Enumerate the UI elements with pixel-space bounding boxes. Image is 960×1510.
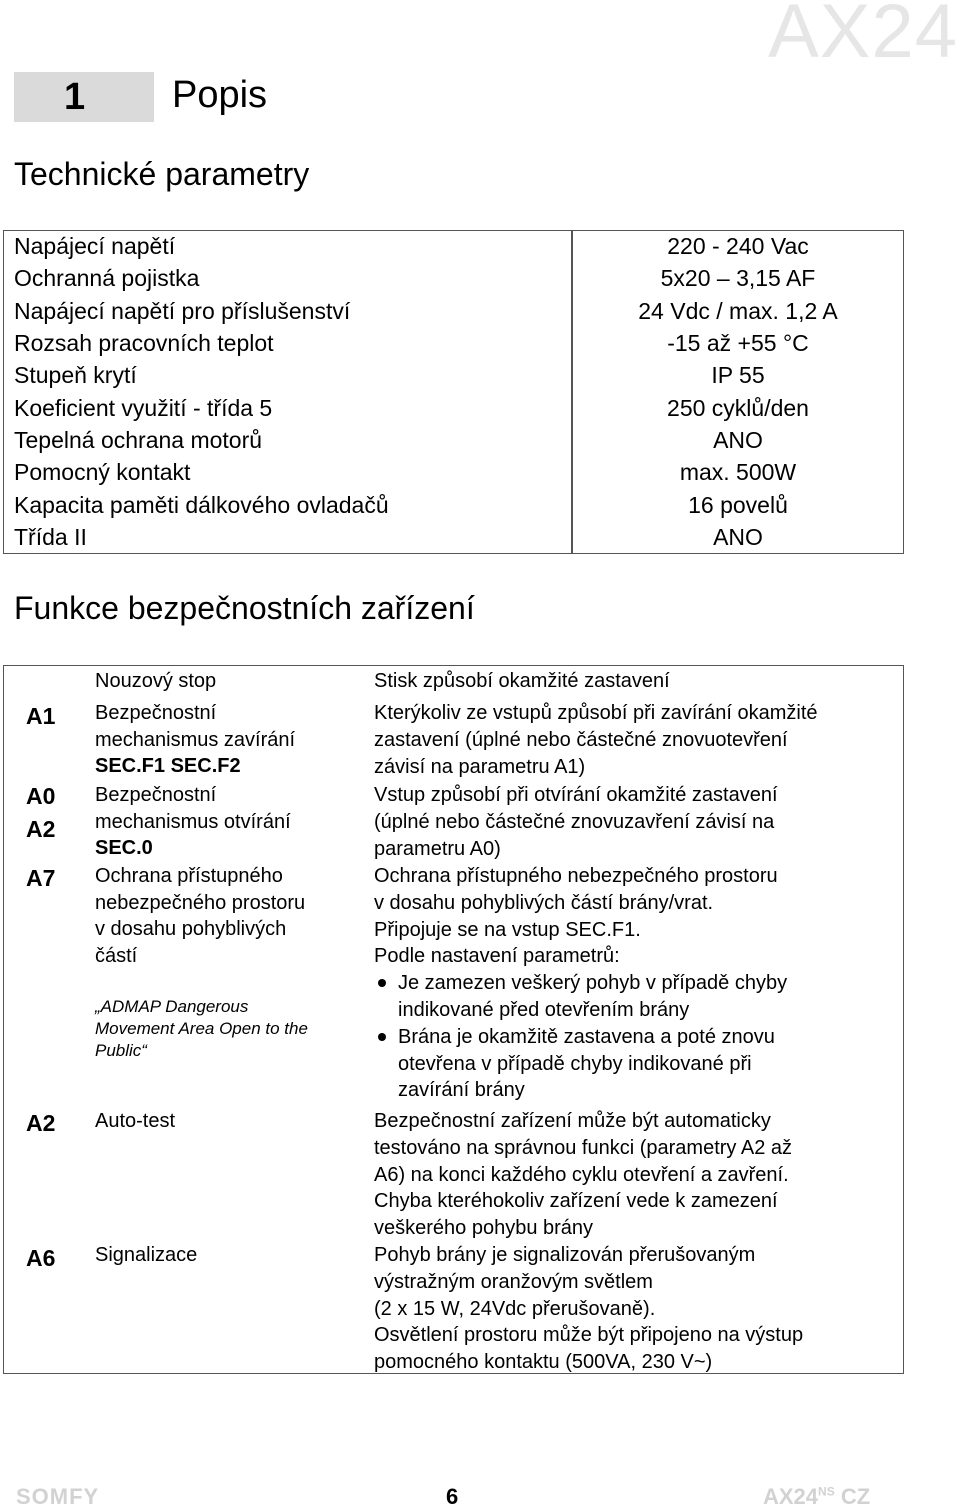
param-label: Rozsah pracovních teplot <box>14 330 274 357</box>
section-number: 1 <box>64 76 86 118</box>
safety-desc-opening: Vstup způsobí při otvírání okamžité zastavení (úplné nebo částečné znovuzavření závisí na parametru A0) <box>374 784 778 860</box>
param-code-a1: A1 <box>26 703 56 729</box>
safety-name-admap: Ochrana přístupného nebezpečného prostoru v dosahu pohyblivých částí <box>95 865 306 967</box>
param-value: 5x20 – 3,15 AF <box>660 265 816 292</box>
param-value: -15 až +55 °C <box>667 330 809 357</box>
tech-table-border <box>3 230 904 554</box>
param-label: Napájecí napětí <box>14 233 176 260</box>
param-value: 16 povelů <box>688 491 788 518</box>
param-label: Tepelná ochrana motorů <box>14 426 263 453</box>
bullet-icon <box>378 979 386 987</box>
section-title: Popis <box>172 74 268 116</box>
footer-brand: SOMFY <box>16 1484 100 1509</box>
safety-name-stop: Nouzový stop <box>95 670 217 692</box>
safety-heading: Funkce bezpečnostních zařízení <box>14 590 475 626</box>
param-value: ANO <box>713 523 763 550</box>
list-item: Brána je okamžitě zastavena a poté znovu otevřena v případě chyby indikované při zavírání brány <box>374 1024 899 1104</box>
admap-note: „ADMAP Dangerous Movement Area Open to the Public“ <box>95 997 308 1060</box>
param-value: 220 - 240 Vac <box>667 233 809 260</box>
tech-params-heading: Technické parametry <box>14 156 310 192</box>
safety-desc-admap: Ochrana přístupného nebezpečného prostoru v dosahu pohyblivých částí brány/vrat. Připojuje se na vstup SEC.F1. Podle nastavení parametrů: Je zamezen veškerý pohyb v případě chyby indikované před otevřením brány Brána je okamžitě zastavena a poté znovu otevřena v případě chyby indikované při zavírání brány <box>374 863 899 1104</box>
page-number: 6 <box>446 1484 459 1509</box>
param-value: ANO <box>713 426 763 453</box>
footer-model: $AX24^{NS}$ CZ <box>763 1484 871 1509</box>
param-code-a0: A0 <box>26 783 56 809</box>
param-code-a2: A2 <box>26 816 56 842</box>
param-label: Ochranná pojistka <box>14 265 200 292</box>
admap-options-list <box>374 970 899 1104</box>
safety-name-closing: Bezpečnostní mechanismus zavírání SEC.F1 SEC.F2 <box>95 702 296 777</box>
tech-table-divider <box>571 230 573 554</box>
param-value: 24 Vdc / max. 1,2 A <box>638 297 838 324</box>
param-label: Koeficient využití - třída 5 <box>14 394 273 421</box>
list-item: Je zamezen veškerý pohyb v případě chyby indikované před otevřením brány <box>374 970 899 1024</box>
safety-desc-stop: Stisk způsobí okamžité zastavení <box>374 670 670 692</box>
safety-name-signal: Signalizace <box>95 1244 198 1266</box>
header-logo: AX24 <box>768 0 958 74</box>
param-label: Pomocný kontakt <box>14 459 191 486</box>
safety-desc-autotest: Bezpečnostní zařízení může být automaticky testováno na správnou funkci (parametry A2 až A6) na konci každého cyklu otevření a zavření. Chyba kteréhokoliv zařízení vede k zamezení veškerého pohybu brány <box>374 1110 793 1240</box>
param-code-a2-autotest: A2 <box>26 1110 56 1136</box>
param-code-a6: A6 <box>26 1245 56 1271</box>
param-label: Kapacita paměti dálkového ovladačů <box>14 491 389 518</box>
safety-name-opening: Bezpečnostní mechanismus otvírání SEC.0 <box>95 784 291 859</box>
safety-desc-closing: Kterýkoliv ze vstupů způsobí při zavírání okamžité zastavení (úplné nebo částečné znovuotevření závisí na parametru A1) <box>374 702 818 778</box>
param-value: max. 500W <box>679 459 797 486</box>
param-label: Stupeň krytí <box>14 362 137 389</box>
param-value: IP 55 <box>711 362 765 389</box>
bullet-icon <box>378 1033 386 1041</box>
param-label: Třída II <box>14 523 87 550</box>
param-value: 250 cyklů/den <box>667 394 809 421</box>
safety-desc-signal: Pohyb brány je signalizován přerušovaným výstražným oranžovým světlem (2 x 15 W, 24Vdc přerušovaně). Osvětlení prostoru může být připojeno na výstup pomocného kontaktu (500VA, 230 V~) <box>374 1244 804 1374</box>
param-label: Napájecí napětí pro příslušenství <box>14 297 351 324</box>
param-code-a7: A7 <box>26 865 56 891</box>
safety-name-autotest: Auto-test <box>95 1110 176 1132</box>
